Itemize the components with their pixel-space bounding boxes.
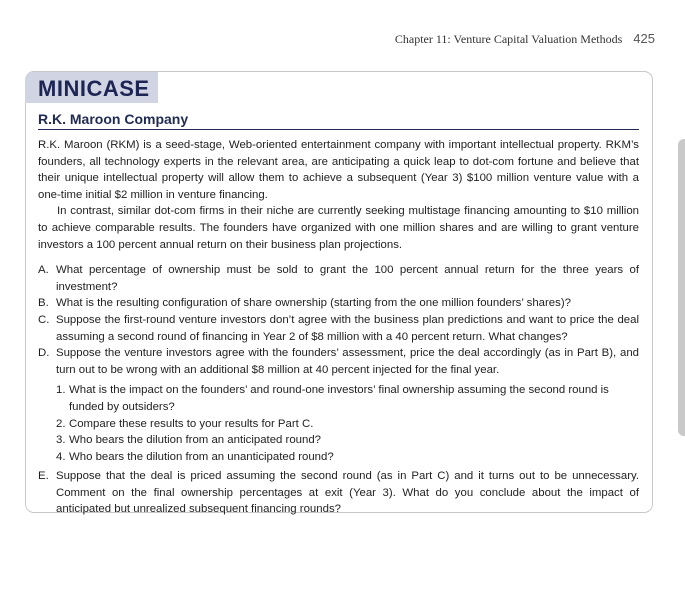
case-content: [38, 137, 639, 518]
question-letter: B.: [38, 297, 49, 310]
subquestion-text: Who bears the dilution from an unanticipated round?: [69, 450, 334, 463]
running-header: [395, 31, 655, 47]
question-letter: E.: [38, 470, 49, 483]
case-paragraph-1: R.K. Maroon (RKM) is a seed-stage, Web-oriented entertainment company with important intellectual property. RKM’s founders, all technology experts in the relevant area, are anticipating a quick leap to dot-com fortune and believe that their unique intellectual property will allow them to achieve a subsequent (Year 3) $100 million venture value with a one-time initial $2 million in venture financing.: [38, 139, 639, 201]
case-title: R.K. Maroon Company: [38, 111, 189, 127]
question-text: Suppose the first-round venture investors don’t agree with the business plan predictions and want to price the deal assuming a second round of financing in Year 2 of $8 million with a 40 percent return. What changes?: [56, 313, 639, 343]
subquestion-2: [56, 416, 639, 433]
subquestion-3: [56, 432, 639, 449]
subquestion-4: [56, 449, 639, 466]
question-letter: D.: [38, 347, 50, 360]
subquestion-number: 3.: [56, 434, 66, 447]
question-letter: A.: [38, 264, 49, 277]
chapter-title: Chapter 11: Venture Capital Valuation Methods: [394, 32, 623, 46]
question-e: [38, 468, 639, 518]
question-a: [38, 262, 639, 295]
subquestion-list: [56, 382, 639, 465]
subquestion-text: Who bears the dilution from an anticipated round?: [69, 434, 322, 447]
question-text: What is the resulting configuration of share ownership (starting from the one million founders’ shares)?: [56, 297, 571, 310]
question-text: Suppose the venture investors agree with the founders’ assessment, price the deal accordingly (as in Part B), and turn out to be wrong with an additional $8 million at 40 percent injected for the final year.: [56, 347, 639, 376]
question-text: Suppose that the deal is priced assuming the second round (as in Part C) and it turns out to be unnecessary. Comment on the final ownership percentages at exit (Year 3). What do you conclude about the impact of anticipated but unrealized subsequent financing rounds?: [56, 470, 639, 516]
question-b: [38, 295, 639, 312]
minicase-label: MINICASE: [25, 72, 158, 103]
subquestion-number: 2.: [56, 417, 66, 430]
subquestion-text: Compare these results to your results for Part C.: [69, 417, 314, 430]
question-letter: C.: [38, 313, 50, 326]
question-d: [38, 345, 639, 378]
case-paragraph-2: In contrast, similar dot-com firms in their niche are currently seeking multistage financing amounting to $10 million to achieve comparable results. The founders have organized with one million shares and are willing to grant venture investors a 100 percent annual return on their business plan projections.: [38, 205, 639, 251]
question-list: [38, 262, 639, 518]
subquestion-text: What is the impact on the founders’ and round-one investors’ final ownership assuming the second round is funded by outsiders?: [69, 384, 609, 413]
subquestion-1: [56, 382, 639, 415]
subquestion-number: 4.: [56, 450, 66, 463]
subquestion-number: 1.: [56, 384, 66, 397]
page-edge-tab: [678, 139, 685, 436]
question-text: What percentage of ownership must be sold to grant the 100 percent annual return for the three years of investment?: [56, 264, 639, 293]
page-number: 425: [633, 31, 655, 46]
question-c: [38, 312, 639, 345]
title-rule: [38, 129, 639, 130]
